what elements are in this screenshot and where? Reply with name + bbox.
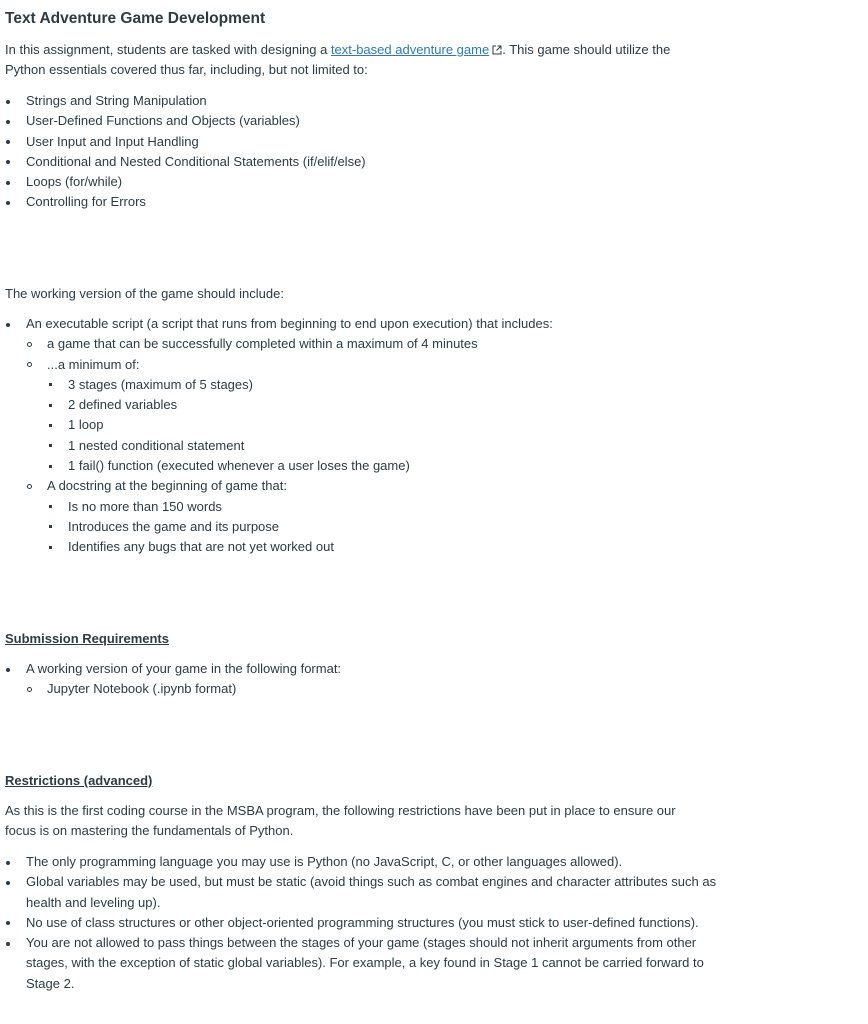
list-item-text: Introduces the game and its purpose bbox=[68, 518, 280, 534]
list-item-text: Is no more than 150 words bbox=[68, 498, 222, 514]
list-item bbox=[5, 172, 366, 192]
format-sublist bbox=[26, 679, 341, 699]
bullet bbox=[27, 687, 32, 692]
list-item-text: Jupyter Notebook (.ipynb format) bbox=[47, 681, 237, 697]
list-item-text: No use of class structures or other object-oriented programming structures (you must stick to user-defined functions). bbox=[26, 914, 699, 930]
bullet bbox=[6, 100, 10, 104]
list-item-text: 3 stages (maximum of 5 stages) bbox=[68, 376, 253, 392]
essentials-list bbox=[5, 91, 366, 213]
list-item-text: Global variables may be used, but must be static (avoid things such as combat engines and character attributes such as health and leveling up). bbox=[26, 874, 717, 910]
list-item bbox=[26, 476, 553, 557]
list-item-text: The only programming language you may use is Python (no JavaScript, C, or other languages allowed). bbox=[26, 854, 623, 869]
bullet bbox=[6, 323, 10, 327]
bullet bbox=[49, 465, 52, 468]
list-item-text: 2 defined variables bbox=[68, 397, 178, 413]
list-item-text: 1 nested conditional statement bbox=[68, 437, 245, 453]
restrictions-heading: Restrictions (advanced) bbox=[5, 773, 153, 788]
list-item bbox=[5, 314, 553, 558]
list-item-text: ...a minimum of: bbox=[47, 356, 140, 372]
bullet bbox=[6, 160, 10, 164]
list-item bbox=[47, 537, 553, 557]
list-item-text: Controlling for Errors bbox=[26, 194, 146, 210]
bullet bbox=[49, 383, 52, 386]
intro-text-before: In this assignment, students are tasked with designing a bbox=[5, 42, 331, 57]
list-item bbox=[5, 111, 366, 131]
list-item-text: 1 loop bbox=[68, 417, 104, 433]
list-item-text: Loops (for/while) bbox=[26, 174, 123, 190]
docstring-sublist bbox=[47, 497, 553, 558]
list-item bbox=[5, 659, 341, 700]
script-sublist bbox=[26, 334, 553, 557]
list-item bbox=[5, 91, 366, 111]
submission-heading: Submission Requirements bbox=[5, 631, 169, 646]
list-item bbox=[47, 415, 553, 435]
list-item-text: A docstring at the beginning of game that: bbox=[47, 478, 287, 494]
list-item-text: You are not allowed to pass things between the stages of your game (stages should not inherit arguments from other stages, with the exception of static global variables). For example, a key found in Stage 1 cannot be carried forward to Stage 2. bbox=[26, 935, 704, 991]
list-item-text: Strings and String Manipulation bbox=[26, 93, 207, 108]
list-item-text: Conditional and Nested Conditional Statements (if/elif/else) bbox=[26, 153, 366, 169]
list-item bbox=[26, 334, 553, 354]
restrictions-list bbox=[5, 852, 720, 994]
bullet bbox=[6, 140, 10, 144]
bullet bbox=[6, 861, 10, 865]
minimums-sublist bbox=[47, 375, 553, 476]
text-adventure-link[interactable]: text-based adventure game bbox=[330, 42, 490, 57]
list-item-text: An executable script (a script that runs from beginning to end upon execution) that includes: bbox=[26, 316, 553, 331]
bullet bbox=[27, 342, 32, 347]
list-item bbox=[5, 152, 366, 172]
restrictions-intro: As this is the first coding course in the MSBA program, the following restrictions have been put in place to ensure our focus is on mastering the fundamentals of Python. bbox=[5, 803, 676, 839]
list-item bbox=[5, 933, 720, 994]
intro-text-after: . This game should utilize the Python essentials covered thus far, including, but not limited to: bbox=[5, 42, 671, 78]
working-version-list bbox=[5, 314, 553, 558]
list-item bbox=[26, 679, 341, 699]
bullet bbox=[49, 546, 52, 549]
list-item bbox=[47, 456, 553, 476]
list-item bbox=[47, 497, 553, 517]
list-item-text: a game that can be successfully completed within a maximum of 4 minutes bbox=[47, 336, 478, 352]
list-item-text: User Input and Input Handling bbox=[26, 133, 199, 149]
list-item bbox=[47, 375, 553, 395]
list-item bbox=[5, 132, 366, 152]
bullet bbox=[6, 201, 10, 205]
bullet bbox=[6, 942, 10, 946]
bullet bbox=[6, 668, 10, 672]
bullet bbox=[49, 424, 52, 427]
submission-list bbox=[5, 659, 341, 700]
working-version-intro: The working version of the game should include: bbox=[5, 286, 284, 301]
list-item bbox=[5, 913, 720, 933]
list-item-text: User-Defined Functions and Objects (variables) bbox=[26, 113, 300, 129]
intro-paragraph bbox=[5, 40, 705, 81]
list-item bbox=[5, 192, 366, 212]
bullet bbox=[27, 484, 32, 489]
list-item bbox=[5, 852, 720, 872]
list-item bbox=[47, 395, 553, 415]
list-item bbox=[5, 872, 720, 913]
bullet bbox=[6, 120, 10, 124]
bullet bbox=[6, 181, 10, 185]
list-item bbox=[47, 517, 553, 537]
list-item-text: Identifies any bugs that are not yet worked out bbox=[68, 539, 334, 555]
bullet bbox=[27, 362, 32, 367]
bullet bbox=[49, 404, 52, 407]
bullet bbox=[49, 525, 52, 528]
list-item bbox=[26, 355, 553, 477]
bullet bbox=[6, 921, 10, 925]
external-link-icon bbox=[492, 45, 502, 55]
list-item bbox=[47, 436, 553, 456]
bullet bbox=[6, 881, 10, 885]
list-item-text: A working version of your game in the following format: bbox=[26, 661, 342, 676]
bullet bbox=[49, 505, 52, 508]
page-title: Text Adventure Game Development bbox=[5, 10, 266, 27]
bullet bbox=[49, 444, 52, 447]
list-item-text: 1 fail() function (executed whenever a user loses the game) bbox=[68, 458, 410, 474]
